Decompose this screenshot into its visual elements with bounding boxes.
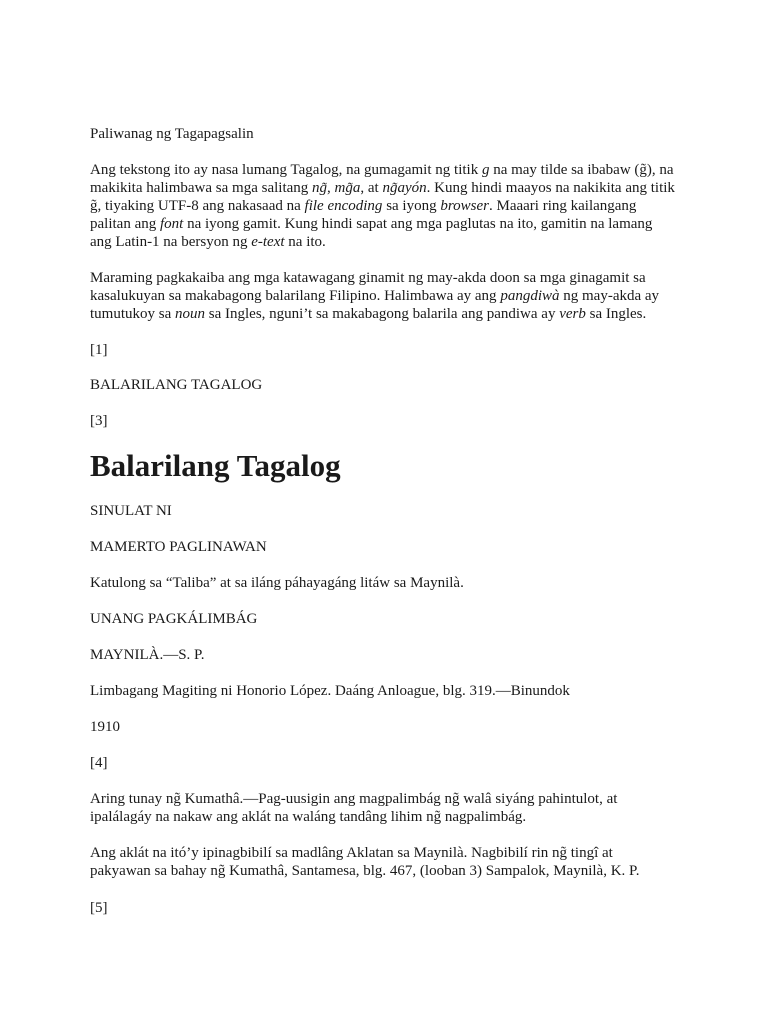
author-name: MAMERTO PAGLINAWAN	[90, 539, 267, 555]
publication-year: 1910	[90, 719, 120, 735]
rights-line-1: Aring tunay ng̃ Kumathâ.—Pag-uusigin ang magpalimbág ng̃ walâ siyáng pahintulot, at	[90, 791, 618, 807]
page-marker-3: [3]	[90, 413, 108, 429]
note1-line-3: g̃, tiyaking UTF-8 ang nakasaad na file encoding sa iyong browser. Maaari ring kailangang	[90, 198, 637, 214]
note2-line-1: Maraming pagkakaiba ang mga katawagang ginamit ng may-akda doon sa mga ginagamit sa	[90, 270, 646, 286]
note2-line-2: kasalukuyan sa makabagong balarilang Filipino. Halimbawa ay ang pangdiwà ng may-akda ay	[90, 288, 660, 304]
note1-line-1: Ang tekstong ito ay nasa lumang Tagalog, na gumagamit ng titik g na may tilde sa ibabaw (g̃), na	[90, 162, 674, 178]
page-marker-5: [5]	[90, 900, 108, 916]
note1-line-4: palitan ang font na iyong gamit. Kung hindi sapat ang mga paglutas na ito, gamitin na lamang	[90, 216, 653, 232]
sale-line-2: pakyawan sa bahay ng̃ Kumathâ, Santamesa, blg. 467, (looban 3) Sampalok, Maynilà, K. P.	[90, 863, 640, 879]
note1-line-5: ang Latin-1 na bersyon ng e-text na ito.	[90, 234, 326, 250]
edition: UNANG PAGKÁLIMBÁG	[90, 611, 258, 627]
note2-line-3: tumutukoy sa noun sa Ingles, nguni’t sa makabagong balarila ang pandiwa ay verb sa Ingles.	[90, 306, 647, 322]
translator-heading: Paliwanag ng Tagapagsalin	[90, 126, 254, 142]
upper-title: BALARILANG TAGALOG	[90, 377, 263, 393]
page-marker-1: [1]	[90, 342, 108, 358]
note1-line-2: makikita halimbawa sa mga salitang ng̃, mg̃a, at ng̃ayón. Kung hindi maayos na nakikita ang titik	[90, 180, 675, 196]
publication-place: MAYNILÀ.—S. P.	[90, 647, 205, 663]
printer-info: Limbagang Magiting ni Honorio López. Daáng Anloague, blg. 319.—Binundok	[90, 683, 570, 699]
rights-line-2: ipalálagáy na nakaw ang aklát na waláng tandâng lihim ng̃ nagpalimbág.	[90, 809, 527, 825]
author-note: Katulong sa “Taliba” at sa iláng páhayagáng litáw sa Maynilà.	[90, 575, 464, 591]
main-title: Balarilang Tagalog	[90, 448, 341, 483]
sale-line-1: Ang aklát na itó’y ipinagbibilí sa madlâng Aklatan sa Maynilà. Nagbibilí rin ng̃ tingî at	[90, 845, 613, 861]
page-marker-4: [4]	[90, 755, 108, 771]
byline: SINULAT NI	[90, 503, 172, 519]
